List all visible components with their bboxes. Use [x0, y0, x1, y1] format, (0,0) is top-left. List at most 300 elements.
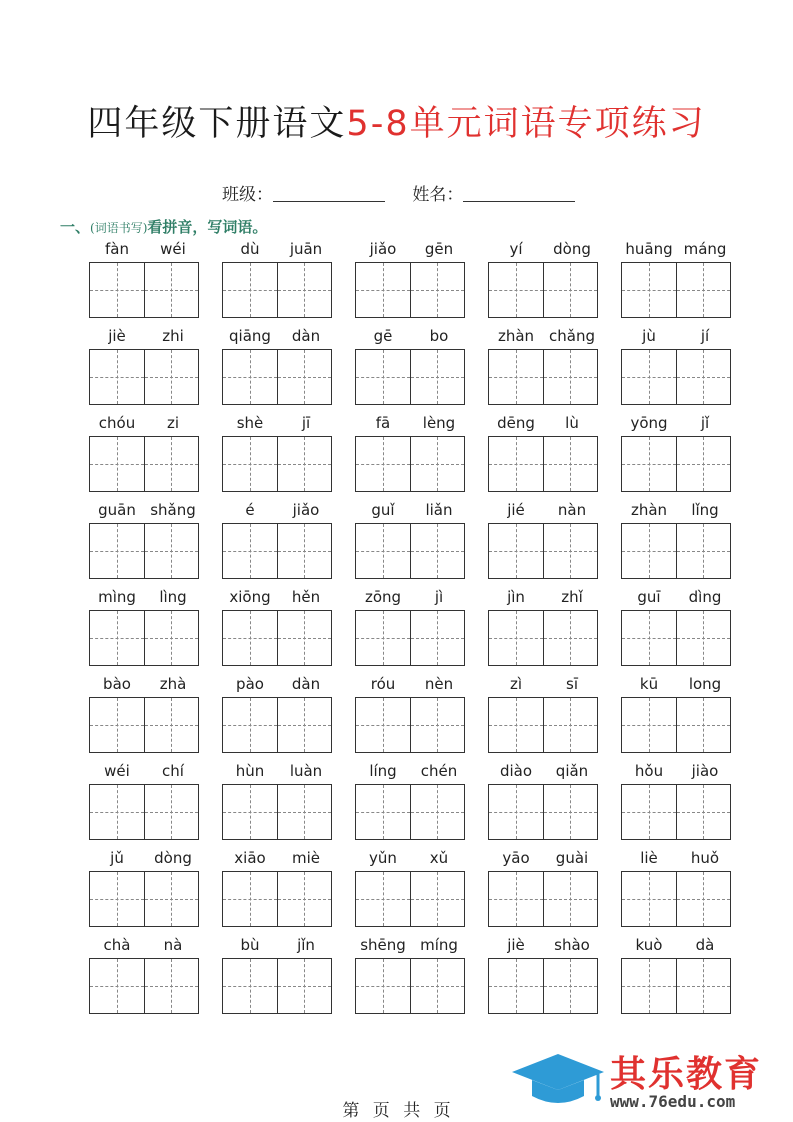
writing-boxes	[222, 697, 332, 753]
pinyin-syllable: wéi	[160, 240, 186, 258]
word-item	[621, 588, 733, 666]
pinyin	[488, 327, 600, 349]
writing-cell[interactable]	[543, 698, 598, 752]
pinyin-syllable: chóu	[98, 414, 136, 432]
writing-cell[interactable]	[676, 437, 731, 491]
pinyin-syllable: nèn	[424, 675, 454, 693]
section-instruction: 看拼音，写词语。	[147, 218, 268, 236]
writing-boxes	[222, 436, 332, 492]
word-item	[222, 588, 334, 666]
word-item	[222, 327, 334, 405]
writing-cell[interactable]	[90, 959, 144, 1013]
writing-cell[interactable]	[676, 524, 731, 578]
writing-cell[interactable]	[543, 263, 598, 317]
writing-cell[interactable]	[676, 263, 731, 317]
brand-name: 其乐教育	[610, 1054, 763, 1095]
word-item	[222, 936, 334, 1014]
writing-cell[interactable]	[144, 959, 199, 1013]
pinyin-syllable: shè	[236, 414, 264, 432]
writing-boxes	[89, 349, 199, 405]
pinyin-syllable: dàn	[291, 675, 321, 693]
writing-cell[interactable]	[277, 437, 332, 491]
pinyin	[621, 762, 733, 784]
writing-cell[interactable]	[410, 872, 465, 926]
writing-cell[interactable]	[543, 524, 598, 578]
pinyin	[488, 414, 600, 436]
pinyin-syllable: guī	[637, 588, 661, 606]
pinyin-syllable: dìng	[688, 588, 722, 606]
pinyin-syllable: chà	[103, 936, 131, 954]
writing-boxes	[621, 697, 731, 753]
writing-cell[interactable]	[223, 524, 277, 578]
writing-cell[interactable]	[543, 350, 598, 404]
writing-cell[interactable]	[223, 785, 277, 839]
pinyin	[222, 240, 334, 262]
writing-boxes	[355, 697, 465, 753]
pinyin-syllable: jiǎo	[369, 240, 397, 258]
writing-cell[interactable]	[543, 785, 598, 839]
word-item	[621, 327, 733, 405]
writing-cell[interactable]	[277, 263, 332, 317]
pinyin	[222, 327, 334, 349]
writing-boxes	[621, 436, 731, 492]
writing-cell[interactable]	[410, 524, 465, 578]
pinyin-syllable: jī	[301, 414, 311, 432]
pinyin-syllable: é	[245, 501, 255, 519]
pinyin-syllable: jǔ	[110, 849, 124, 867]
writing-boxes	[488, 262, 598, 318]
pinyin	[222, 762, 334, 784]
writing-boxes	[621, 262, 731, 318]
writing-cell[interactable]	[676, 611, 731, 665]
word-item	[488, 675, 600, 753]
word-item	[488, 849, 600, 927]
pinyin	[355, 849, 467, 871]
pinyin	[488, 849, 600, 871]
word-item	[89, 501, 201, 579]
writing-cell[interactable]	[410, 698, 465, 752]
writing-cell[interactable]	[543, 959, 598, 1013]
writing-cell[interactable]	[277, 872, 332, 926]
writing-boxes	[355, 436, 465, 492]
writing-cell[interactable]	[622, 611, 676, 665]
word-item	[89, 936, 201, 1014]
pinyin-syllable: juān	[289, 240, 323, 258]
pinyin-syllable: gēn	[424, 240, 454, 258]
writing-cell[interactable]	[144, 350, 199, 404]
word-item	[621, 849, 733, 927]
writing-cell[interactable]	[90, 785, 144, 839]
pinyin	[89, 762, 201, 784]
writing-cell[interactable]	[622, 872, 676, 926]
writing-cell[interactable]	[90, 350, 144, 404]
section-paren: (词语书写)	[90, 221, 148, 235]
writing-boxes	[355, 523, 465, 579]
writing-cell[interactable]	[144, 698, 199, 752]
section-number: 一、	[60, 218, 91, 236]
writing-cell[interactable]	[90, 611, 144, 665]
writing-boxes	[89, 871, 199, 927]
pinyin-syllable: yí	[509, 240, 523, 258]
pinyin-syllable: dòng	[154, 849, 192, 867]
writing-cell[interactable]	[489, 785, 543, 839]
writing-cell[interactable]	[356, 437, 410, 491]
writing-cell[interactable]	[543, 437, 598, 491]
word-item	[621, 762, 733, 840]
pinyin-syllable: gē	[373, 327, 393, 345]
writing-cell[interactable]	[676, 350, 731, 404]
pinyin-syllable: qiǎn	[555, 762, 589, 780]
pinyin	[355, 762, 467, 784]
word-item	[89, 762, 201, 840]
pinyin-syllable: jǐn	[297, 936, 315, 954]
pinyin-syllable: dēng	[497, 414, 535, 432]
writing-cell[interactable]	[144, 263, 199, 317]
word-item	[222, 849, 334, 927]
writing-cell[interactable]	[144, 872, 199, 926]
pinyin	[488, 675, 600, 697]
writing-boxes	[488, 958, 598, 1014]
writing-cell[interactable]	[356, 524, 410, 578]
writing-cell[interactable]	[356, 959, 410, 1013]
pinyin-syllable: jìn	[507, 588, 525, 606]
writing-cell[interactable]	[622, 785, 676, 839]
pinyin-syllable: lǐng	[691, 501, 719, 519]
writing-cell[interactable]	[223, 611, 277, 665]
writing-cell[interactable]	[489, 611, 543, 665]
pinyin-syllable: long	[688, 675, 722, 693]
pinyin-syllable: jiǎo	[292, 501, 320, 519]
word-item	[355, 936, 467, 1014]
name-label: 姓名：	[412, 185, 464, 205]
pinyin	[488, 588, 600, 610]
pinyin	[355, 240, 467, 262]
writing-boxes	[89, 436, 199, 492]
class-label: 班级：	[222, 185, 273, 205]
word-item	[621, 936, 733, 1014]
writing-cell[interactable]	[622, 437, 676, 491]
writing-cell[interactable]	[410, 611, 465, 665]
word-item	[488, 414, 600, 492]
pinyin	[488, 936, 600, 958]
word-item	[355, 327, 467, 405]
pinyin-syllable: chén	[420, 762, 458, 780]
writing-boxes	[89, 697, 199, 753]
word-item	[488, 240, 600, 318]
pinyin-syllable: huāng	[625, 240, 673, 258]
word-item	[89, 240, 201, 318]
writing-boxes	[621, 958, 731, 1014]
pinyin-syllable: jù	[642, 327, 656, 345]
word-item	[222, 240, 334, 318]
pinyin-syllable: zhà	[159, 675, 187, 693]
writing-boxes	[488, 697, 598, 753]
pinyin	[621, 414, 733, 436]
pinyin-syllable: kuò	[635, 936, 663, 954]
writing-boxes	[488, 523, 598, 579]
pinyin	[621, 588, 733, 610]
writing-cell[interactable]	[489, 437, 543, 491]
pinyin	[488, 762, 600, 784]
writing-boxes	[355, 349, 465, 405]
word-item	[488, 936, 600, 1014]
writing-cell[interactable]	[543, 872, 598, 926]
writing-boxes	[222, 262, 332, 318]
pinyin	[222, 501, 334, 523]
pinyin-syllable: jiè	[507, 936, 525, 954]
writing-cell[interactable]	[410, 785, 465, 839]
pinyin-syllable: shào	[554, 936, 590, 954]
word-item	[355, 240, 467, 318]
pinyin-syllable: sī	[566, 675, 578, 693]
pinyin-syllable: luàn	[289, 762, 323, 780]
word-item	[222, 414, 334, 492]
writing-cell[interactable]	[676, 872, 731, 926]
pinyin-syllable: fàn	[105, 240, 129, 258]
pinyin-syllable: jiè	[108, 327, 126, 345]
pinyin-syllable: guǐ	[371, 501, 395, 519]
writing-cell[interactable]	[410, 263, 465, 317]
pinyin-syllable: bo	[429, 327, 449, 345]
pinyin-syllable: dà	[695, 936, 715, 954]
pinyin-syllable: hǒu	[634, 762, 664, 780]
writing-boxes	[89, 958, 199, 1014]
writing-cell[interactable]	[144, 785, 199, 839]
word-item	[355, 501, 467, 579]
writing-cell[interactable]	[622, 524, 676, 578]
pinyin-syllable: dù	[240, 240, 260, 258]
writing-cell[interactable]	[223, 350, 277, 404]
writing-boxes	[222, 610, 332, 666]
pinyin-syllable: shǎng	[150, 501, 196, 519]
writing-cell[interactable]	[356, 785, 410, 839]
pinyin	[621, 675, 733, 697]
pinyin	[222, 414, 334, 436]
pinyin-syllable: máng	[683, 240, 727, 258]
writing-cell[interactable]	[489, 959, 543, 1013]
writing-cell[interactable]	[90, 872, 144, 926]
word-item	[488, 501, 600, 579]
pinyin-syllable: líng	[369, 762, 397, 780]
pinyin	[89, 675, 201, 697]
pinyin-syllable: lìng	[159, 588, 187, 606]
writing-cell[interactable]	[489, 698, 543, 752]
writing-cell[interactable]	[144, 611, 199, 665]
pinyin-syllable: mìng	[98, 588, 136, 606]
writing-boxes	[222, 349, 332, 405]
writing-cell[interactable]	[277, 698, 332, 752]
writing-cell[interactable]	[676, 959, 731, 1013]
pinyin	[355, 501, 467, 523]
writing-cell[interactable]	[356, 872, 410, 926]
pinyin-syllable: pào	[236, 675, 264, 693]
word-item	[222, 675, 334, 753]
word-item	[355, 849, 467, 927]
pinyin-syllable: miè	[291, 849, 320, 867]
word-item	[89, 849, 201, 927]
word-item	[621, 414, 733, 492]
writing-boxes	[89, 610, 199, 666]
pinyin-syllable: liè	[640, 849, 658, 867]
writing-cell[interactable]	[90, 263, 144, 317]
writing-cell[interactable]	[277, 611, 332, 665]
writing-boxes	[222, 784, 332, 840]
pinyin	[89, 849, 201, 871]
word-item	[621, 501, 733, 579]
writing-boxes	[621, 610, 731, 666]
writing-boxes	[488, 349, 598, 405]
word-item	[621, 240, 733, 318]
pinyin	[222, 849, 334, 871]
pinyin-syllable: diào	[499, 762, 533, 780]
pinyin	[355, 414, 467, 436]
writing-boxes	[621, 784, 731, 840]
pinyin-syllable: zhǐ	[561, 588, 583, 606]
writing-cell[interactable]	[90, 524, 144, 578]
writing-boxes	[222, 523, 332, 579]
pinyin-syllable: shēng	[360, 936, 406, 954]
pinyin-syllable: lèng	[422, 414, 456, 432]
title-highlight: 5-8单元词语专项练习	[346, 104, 706, 144]
pinyin-syllable: dàn	[291, 327, 321, 345]
pinyin-syllable: xǔ	[429, 849, 449, 867]
writing-cell[interactable]	[410, 350, 465, 404]
pinyin	[89, 414, 201, 436]
pinyin-syllable: jǐ	[700, 414, 710, 432]
pinyin-syllable: chí	[162, 762, 184, 780]
pinyin-syllable: jì	[434, 588, 444, 606]
word-item	[488, 762, 600, 840]
writing-cell[interactable]	[144, 524, 199, 578]
writing-cell[interactable]	[676, 785, 731, 839]
pinyin-syllable: jié	[507, 501, 525, 519]
pinyin-syllable: huǒ	[690, 849, 720, 867]
writing-cell[interactable]	[223, 698, 277, 752]
writing-cell[interactable]	[277, 350, 332, 404]
pinyin	[222, 936, 334, 958]
writing-cell[interactable]	[489, 263, 543, 317]
pinyin-syllable: zì	[509, 675, 523, 693]
writing-boxes	[222, 871, 332, 927]
pinyin	[621, 327, 733, 349]
writing-cell[interactable]	[489, 350, 543, 404]
pinyin-syllable: yǔn	[369, 849, 397, 867]
writing-boxes	[89, 784, 199, 840]
writing-cell[interactable]	[410, 959, 465, 1013]
writing-cell[interactable]	[277, 524, 332, 578]
writing-cell[interactable]	[622, 959, 676, 1013]
writing-boxes	[355, 958, 465, 1014]
writing-boxes	[621, 523, 731, 579]
brand-url: www.76edu.com	[610, 1092, 736, 1111]
writing-cell[interactable]	[144, 437, 199, 491]
word-item	[89, 414, 201, 492]
writing-cell[interactable]	[277, 785, 332, 839]
writing-cell[interactable]	[622, 350, 676, 404]
word-item	[355, 762, 467, 840]
writing-cell[interactable]	[223, 437, 277, 491]
word-item	[488, 588, 600, 666]
pinyin-syllable: xiōng	[229, 588, 271, 606]
pinyin-syllable: wéi	[104, 762, 130, 780]
pinyin-syllable: yōng	[630, 414, 668, 432]
pinyin	[355, 327, 467, 349]
pinyin-syllable: guài	[555, 849, 589, 867]
writing-cell[interactable]	[223, 263, 277, 317]
pinyin	[621, 936, 733, 958]
pinyin	[488, 240, 600, 262]
writing-cell[interactable]	[277, 959, 332, 1013]
writing-boxes	[621, 871, 731, 927]
word-item	[488, 327, 600, 405]
pinyin-syllable: liǎn	[425, 501, 453, 519]
writing-boxes	[355, 871, 465, 927]
pinyin-syllable: dòng	[553, 240, 591, 258]
writing-cell[interactable]	[356, 698, 410, 752]
writing-boxes	[488, 784, 598, 840]
pinyin	[621, 849, 733, 871]
writing-cell[interactable]	[356, 263, 410, 317]
writing-cell[interactable]	[410, 437, 465, 491]
pinyin	[89, 936, 201, 958]
pinyin-syllable: bào	[103, 675, 131, 693]
word-item	[355, 414, 467, 492]
pinyin-syllable: nàn	[557, 501, 587, 519]
pinyin-syllable: zhi	[162, 327, 184, 345]
pinyin	[89, 327, 201, 349]
pinyin	[355, 588, 467, 610]
pinyin-syllable: lù	[565, 414, 579, 432]
writing-boxes	[355, 784, 465, 840]
pinyin-syllable: míng	[420, 936, 458, 954]
word-item	[89, 588, 201, 666]
writing-cell[interactable]	[489, 524, 543, 578]
writing-cell[interactable]	[223, 959, 277, 1013]
writing-cell[interactable]	[90, 698, 144, 752]
pinyin	[488, 501, 600, 523]
writing-boxes	[355, 262, 465, 318]
writing-cell[interactable]	[622, 263, 676, 317]
writing-cell[interactable]	[543, 611, 598, 665]
word-item	[89, 327, 201, 405]
writing-cell[interactable]	[356, 611, 410, 665]
word-item	[621, 675, 733, 753]
pinyin-syllable: zhàn	[497, 327, 535, 345]
writing-boxes	[621, 349, 731, 405]
pinyin-syllable: xiāo	[234, 849, 266, 867]
title-main: 四年级下册语文	[87, 104, 347, 144]
writing-cell[interactable]	[676, 698, 731, 752]
writing-boxes	[488, 871, 598, 927]
pinyin-syllable: róu	[370, 675, 396, 693]
pinyin-syllable: qiāng	[229, 327, 271, 345]
writing-cell[interactable]	[90, 437, 144, 491]
word-item	[222, 501, 334, 579]
writing-boxes	[355, 610, 465, 666]
word-item	[355, 675, 467, 753]
writing-boxes	[222, 958, 332, 1014]
pinyin	[89, 240, 201, 262]
writing-cell[interactable]	[622, 698, 676, 752]
writing-cell[interactable]	[223, 872, 277, 926]
pinyin-syllable: kū	[639, 675, 659, 693]
word-item	[355, 588, 467, 666]
writing-cell[interactable]	[356, 350, 410, 404]
writing-cell[interactable]	[489, 872, 543, 926]
pinyin	[621, 240, 733, 262]
pinyin-syllable: jí	[700, 327, 710, 345]
pinyin-syllable: hěn	[291, 588, 321, 606]
